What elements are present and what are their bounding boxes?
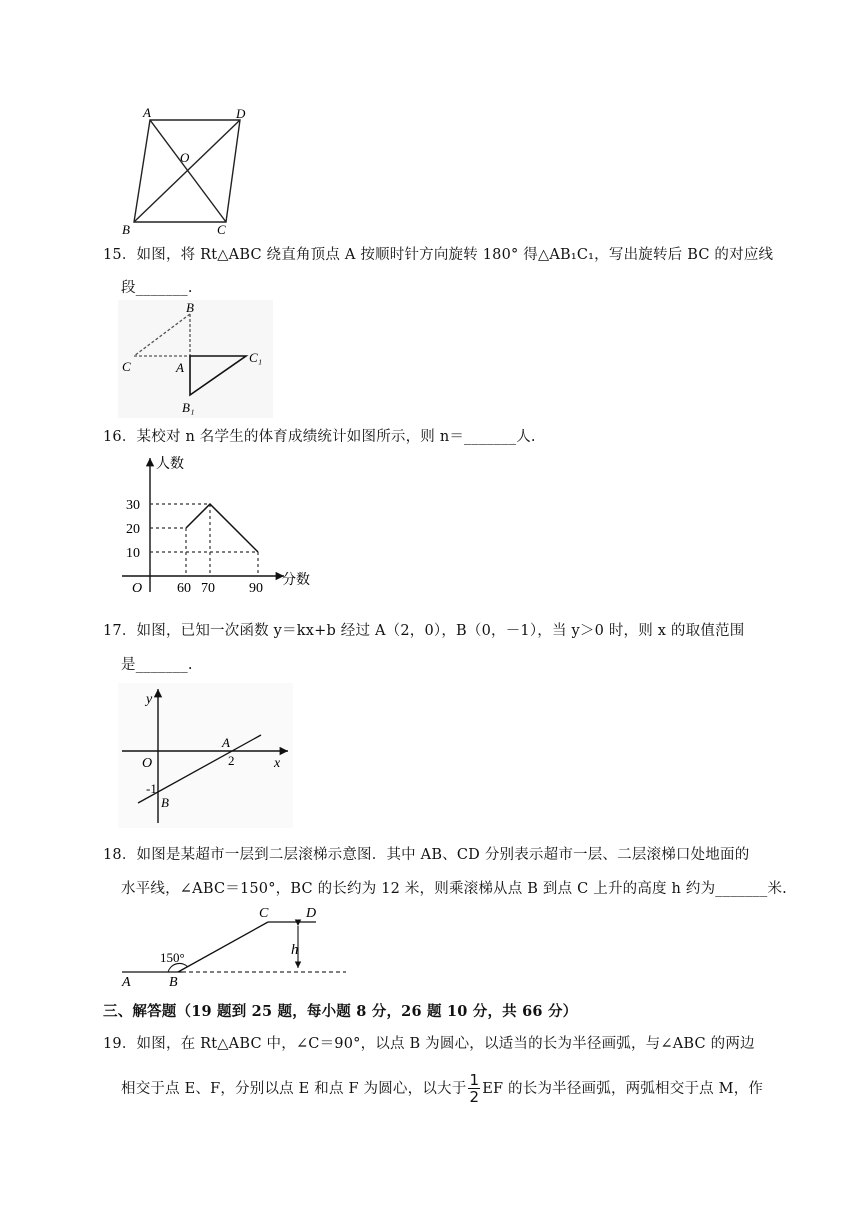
label-C: C <box>217 222 226 237</box>
chart-marks <box>126 498 263 596</box>
q19-line2a: 相交于点 E、F，分别以点 E 和点 F 为圆心，以大于 <box>121 1080 467 1097</box>
figure-15-rotation <box>118 300 273 418</box>
label-A: A <box>122 975 131 988</box>
y-tick-label-20: 20 <box>126 522 140 537</box>
escalator-bc <box>178 922 268 972</box>
label-D: D <box>306 906 317 921</box>
label-A: A <box>143 105 151 120</box>
figure-16-chart <box>112 450 332 600</box>
label-O: O <box>180 150 190 165</box>
label-neg1: -1 <box>146 781 157 796</box>
label-y: y <box>146 692 153 707</box>
q15-line1: 15．如图，将 Rt△ABC 绕直角顶点 A 按顺时针方向旋转 180° 得△AB₁C₁，写出旋转后 BC 的对应线 <box>103 247 774 263</box>
label-C: C <box>122 359 131 374</box>
label-B1: B₁ <box>182 400 195 415</box>
label-2: 2 <box>228 753 235 768</box>
label-C1: C₁ <box>249 350 263 365</box>
label-B: B <box>161 795 169 810</box>
q17-line1: 17．如图，已知一次函数 y＝kx+b 经过 A（2，0），B（0，－1），当 y＞0 时，则 x 的取值范围 <box>103 623 745 639</box>
label-B: B <box>122 222 130 237</box>
diagonal-bd <box>134 120 240 222</box>
q15-line2: 段_______. <box>121 280 193 296</box>
q18-line2: 水平线，∠ABC＝150°，BC 的长约为 12 米，则乘滚梯从点 B 到点 C 上升的高度 h 约为_______米. <box>121 881 787 897</box>
x-axis-label: 分数 <box>282 572 310 588</box>
y-tick-label-10: 10 <box>126 546 140 561</box>
label-h: h <box>291 942 299 958</box>
label-B: B <box>186 300 194 315</box>
q17-line2: 是_______. <box>121 657 193 673</box>
label-O: O <box>142 756 153 771</box>
x-tick-label-90: 90 <box>249 581 263 596</box>
figure-17-graph <box>118 683 293 828</box>
label-150: 150° <box>160 950 185 965</box>
figure-14-parallelogram <box>110 100 260 240</box>
x-tick-label-60: 60 <box>177 581 191 596</box>
q19-line2 <box>121 1072 763 1105</box>
origin-label: O <box>132 581 143 596</box>
fraction-half <box>468 1072 480 1105</box>
section-3-heading: 三、解答题（19 题到 25 题，每小题 8 分，26 题 10 分，共 66 分） <box>103 1003 578 1020</box>
figure-18-escalator <box>116 904 356 988</box>
q19-line2b: EF 的长为半径画弧，两弧相交于点 M，作 <box>482 1080 764 1097</box>
label-A: A <box>222 735 230 750</box>
label-B: B <box>169 975 178 988</box>
q16-line1: 16．某校对 n 名学生的体育成绩统计如图所示，则 n＝_______人. <box>103 429 536 445</box>
q19-line1: 19．如图，在 Rt△ABC 中，∠C＝90°，以点 B 为圆心，以适当的长为半径画弧，与∠ABC 的两边 <box>103 1036 755 1052</box>
label-D: D <box>236 106 246 121</box>
label-x: x <box>274 756 281 771</box>
x-tick-label-70: 70 <box>201 581 215 596</box>
series-line <box>186 504 258 552</box>
label-A: A <box>176 360 184 375</box>
fraction-numerator: 1 <box>469 1071 480 1089</box>
y-axis-label: 人数 <box>156 456 184 472</box>
q18-line1: 18．如图是某超市一层到二层滚梯示意图．其中 AB、CD 分别表示超市一层、二层滚梯口处地面的 <box>103 847 750 863</box>
label-C: C <box>259 906 269 921</box>
fraction-denominator: 2 <box>469 1088 480 1106</box>
y-tick-label-30: 30 <box>126 498 140 513</box>
